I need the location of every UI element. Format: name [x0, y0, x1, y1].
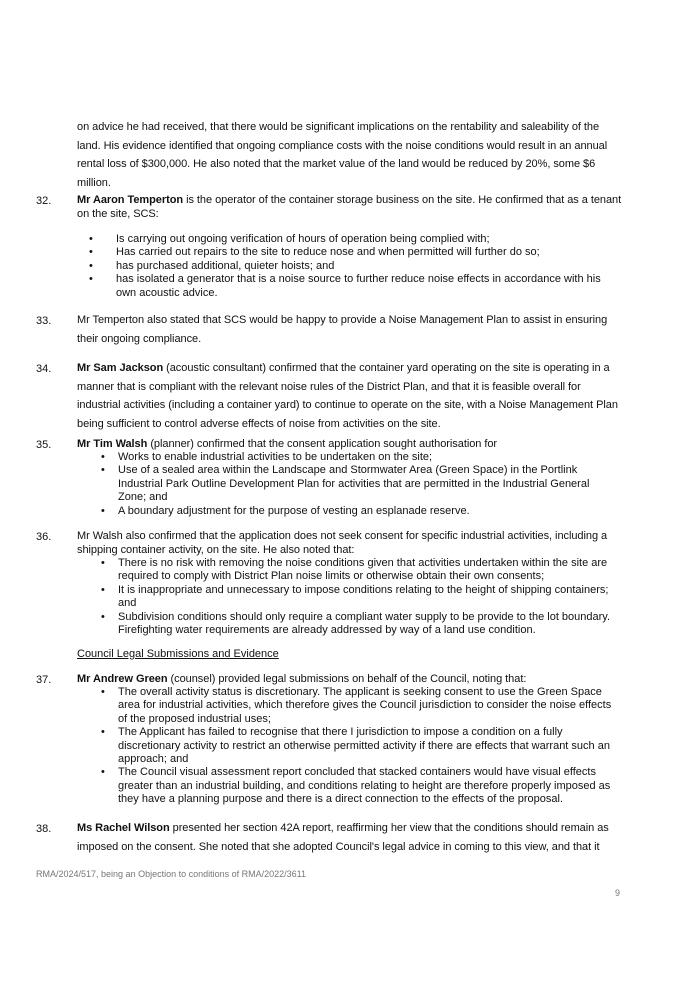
intro-paragraph: on advice he had received, that there would be significant implications on the rentability and saleability of the land. His evidence identified that ongoing compliance costs with the noise conditions would result in an annual rental loss of $300,000. He also noted that the market value of the land would be reduced by 20%, some $6 million. [77, 121, 608, 189]
list-item: • Has carried out repairs to the site to reduce nose and when permitted will further do so; [89, 246, 619, 259]
paragraph-33: Mr Temperton also stated that SCS would be happy to provide a Noise Management Plan to assist in ensuring their ongoing compliance. [77, 314, 608, 345]
bullet-list [98, 557, 620, 637]
section-heading: Council Legal Submissions and Evidence [77, 648, 279, 660]
bullet-list [98, 451, 620, 518]
list-item: • Subdivision conditions should only require a compliant water supply to be provide to the lot boundary. Firefighting water requirements are already addressed by way of a land use condition. [98, 611, 620, 638]
bullet-list [98, 686, 620, 807]
list-item: • has isolated a generator that is a noise source to further reduce noise effects in accordance with his own acoustic advice. [89, 273, 619, 300]
paragraph-36: Mr Walsh also confirmed that the application does not seek consent for specific industrial activities, including a shipping container activity, on the site. He also noted that: [77, 530, 608, 556]
list-item: • The Council visual assessment report concluded that stacked containers would have visual effects greater than an industrial building, and conditions relating to height are therefore properly imposed as they have a planning purpose and there is a direct connection to the effects of the proposal. [98, 766, 620, 806]
list-item: • The overall activity status is discretionary. The applicant is seeking consent to use the Green Space area for industrial activities, which therefore gives the Council jurisdiction to consider the noise effects of the proposed industrial uses; [98, 686, 620, 726]
paragraph-37 [77, 673, 625, 687]
speaker-name: Mr Aaron Temperton [77, 194, 184, 206]
speaker-name: Ms Rachel Wilson [77, 822, 170, 834]
list-item: • A boundary adjustment for the purpose of vesting an esplanade reserve. [98, 505, 620, 518]
page-footer: RMA/2024/517, being an Objection to conditions of RMA/2022/3611 [36, 869, 307, 879]
paragraph-34 [77, 359, 625, 433]
paragraph-number: 32. [36, 195, 52, 207]
speaker-name: Mr Sam Jackson [77, 362, 164, 374]
paragraph-text: presented her section 42A report, reaffirming her view that the conditions should remain as imposed on the consent. She noted that she adopted Council's legal advice in coming to this view, and that it [77, 822, 609, 853]
bullet-list [89, 233, 619, 300]
paragraph-text: (acoustic consultant) confirmed that the container yard operating on the site is operating in a manner that is compliant with the relevant noise rules of the District Plan, and that it is feasible overall for industrial activities (including a container yard) to continue to operate on the site, with a Noise Management Plan being sufficient to control adverse effects of noise from activities on the site. [77, 362, 618, 430]
list-item: • It is inappropriate and unnecessary to impose conditions relating to the height of shipping containers; and [98, 584, 620, 611]
list-item: • has purchased additional, quieter hoists; and [89, 260, 619, 273]
paragraph-text: (planner) confirmed that the consent application sought authorisation for [147, 438, 498, 450]
list-item: • There is no risk with removing the noise conditions given that activities undertaken within the site are required to comply with District Plan noise limits or otherwise obtain their own consents; [98, 557, 620, 584]
paragraph-number: 33. [36, 315, 52, 327]
paragraph-32 [77, 194, 625, 221]
page-number: 9 [615, 888, 621, 898]
list-item: • Is carrying out ongoing verification of hours of operation being complied with; [89, 233, 619, 246]
paragraph-number: 36. [36, 531, 52, 543]
paragraph-text: (counsel) provided legal submissions on behalf of the Council, noting that: [167, 673, 527, 685]
paragraph-38 [77, 819, 625, 856]
paragraph-text: is the operator of the container storage business on the site. He confirmed that as a tenant on the site, SCS: [77, 194, 622, 220]
paragraph-number: 34. [36, 363, 52, 375]
list-item: • Works to enable industrial activities to be undertaken on the site; [98, 451, 620, 464]
speaker-name: Mr Andrew Green [77, 673, 168, 685]
list-item: • The Applicant has failed to recognise that there I jurisdiction to impose a condition on a fully discretionary activity to restrict an otherwise permitted activity if there are effects that warrant such an approach; and [98, 726, 620, 766]
speaker-name: Mr Tim Walsh [77, 438, 148, 450]
paragraph-35 [77, 438, 625, 452]
paragraph-number: 38. [36, 823, 52, 835]
paragraph-number: 37. [36, 674, 52, 686]
list-item: • Use of a sealed area within the Landscape and Stormwater Area (Green Space) in the Portlink Industrial Park Outline Development Plan for activities that are permitted in the Industrial General Zone; and [98, 464, 620, 504]
paragraph-number: 35. [36, 439, 52, 451]
